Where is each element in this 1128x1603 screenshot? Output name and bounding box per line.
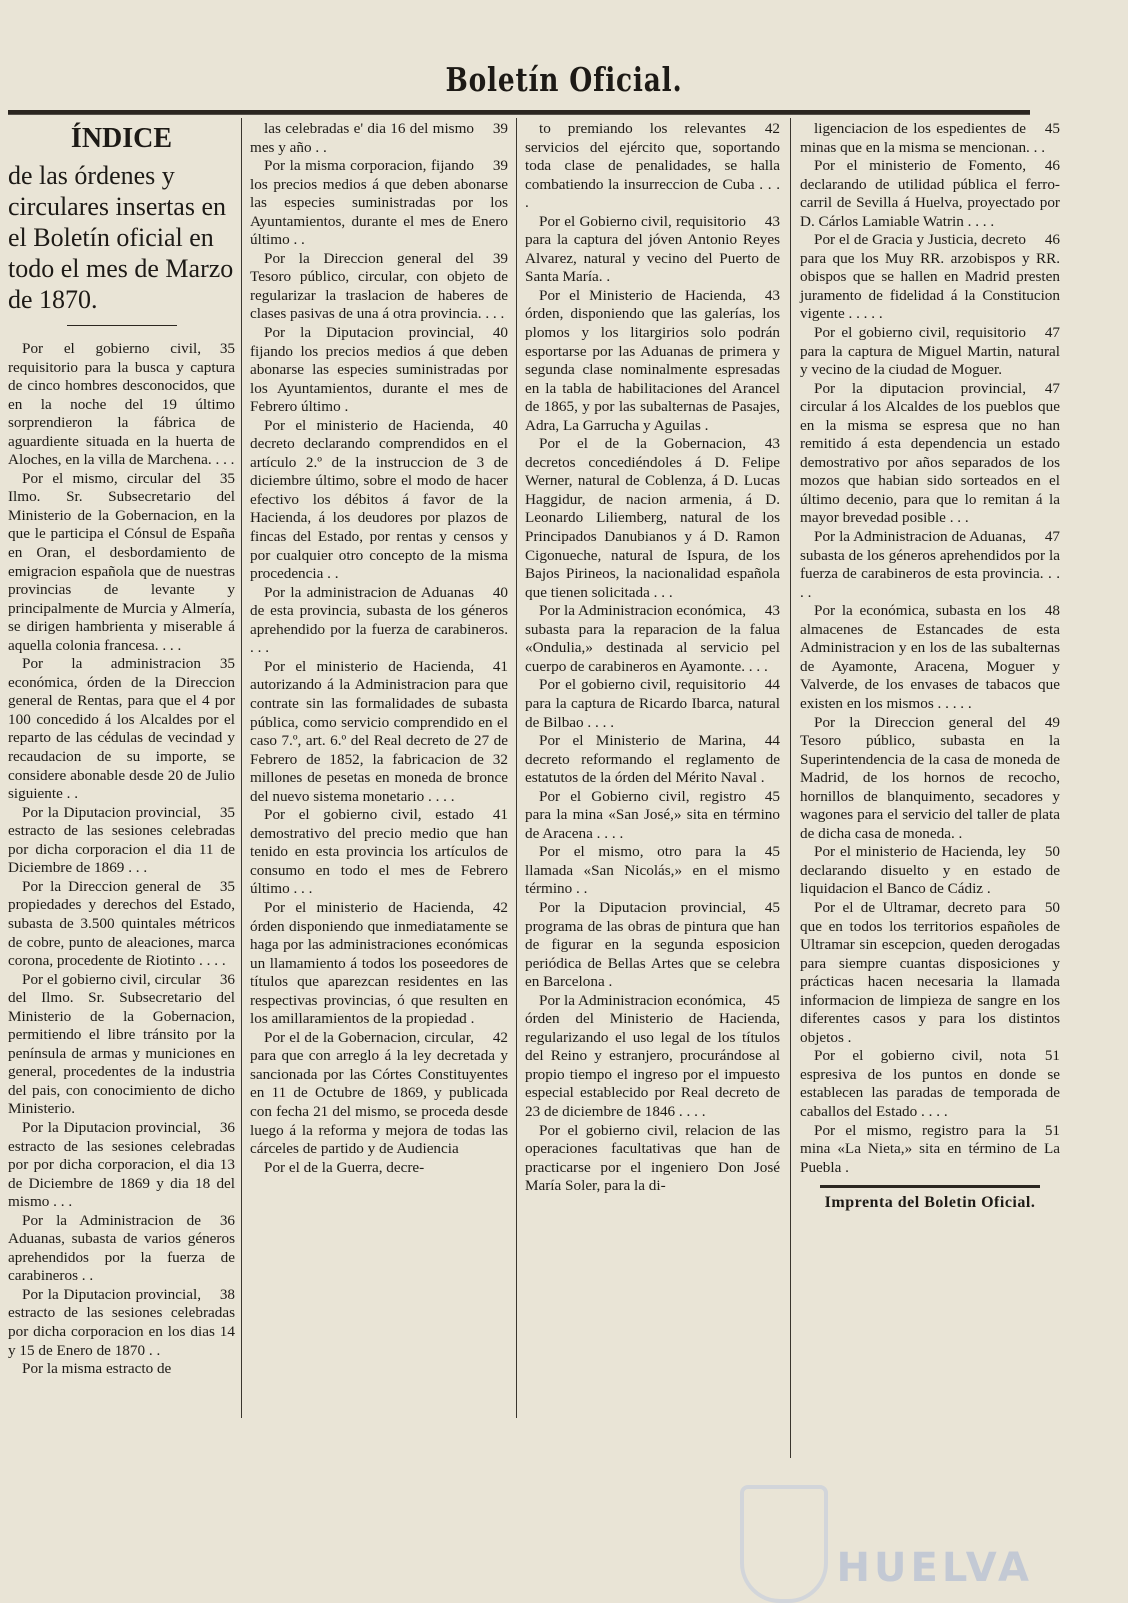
entry-text: Por el de la Guerra, decre- [264, 1158, 425, 1176]
library-watermark: HUELVA [836, 1545, 1033, 1591]
entry-text: Por la Administracion de Aduanas, subasta de los géneros aprehendidos por la fuerza de carabineros de esta provincia. . . . . [800, 528, 1060, 601]
page-number: 40 [492, 324, 508, 342]
index-entry [800, 843, 1060, 899]
index-entry [250, 250, 508, 324]
index-entry [8, 470, 235, 655]
page-number: 35 [219, 655, 235, 673]
index-entry [8, 1212, 235, 1286]
index-entry [8, 971, 235, 1119]
page-number: 38 [219, 1285, 235, 1303]
index-entry [250, 417, 508, 584]
entry-text: Por el ministerio de Hacienda, ley declarando disuelto y en estado de liquidacion el Banco de Cádiz . [800, 843, 1060, 898]
column-1 [8, 120, 235, 1379]
page-number: 42 [764, 120, 780, 137]
index-entry [525, 676, 780, 732]
index-entry [8, 804, 235, 878]
entry-text: Por el gobierno civil, estado demostrativo del precio medio que han tenido en esta provincia los artículos de consumo en todo el mes de Febrero último . . . [250, 806, 508, 898]
index-entry [800, 380, 1060, 528]
entry-text: ligenciacion de los espedientes de minas que en la misma se mencionan. . . [800, 120, 1046, 156]
page-number: 35 [219, 803, 235, 821]
entry-text: Por la Administracion económica, órden del Ministerio de Hacienda, regularizando el uso legal de los títulos del Reino y estranjero, procurándose al propio tiempo el ingreso por el impuesto especial establecido por Real decreto de 23 de diciembre de 1846 . . . . [525, 991, 780, 1120]
index-title: ÍNDICE [70, 123, 173, 154]
entry-text: Por el gobierno civil, requisitorio para la captura de Ricardo Ibarca, natural de Bilbao . . . . [525, 676, 780, 731]
index-entry [8, 878, 235, 971]
page-number: 42 [492, 1028, 508, 1046]
footer-rule [820, 1185, 1040, 1188]
entry-text: Por el gobierno civil, circular del Ilmo. Sr. Subsecretario del Ministerio de la Gobernacion, permitiendo el libre tránsito por la península de armas y municiones en general, procedentes de la industria del pais, con conocimiento de dicho Ministerio. [8, 970, 235, 1118]
column-3 [525, 120, 780, 1196]
entry-text: Por la Administracion económica, subasta para la reparacion de la falua «Ondulia,» destinada al servicio pel cuerpo de carabineros en Ayamonte. . . . [525, 602, 780, 675]
entry-text: Por la Diputacion provincial, estracto de las sesiones celebradas por dicha corporacion en los dias 14 y 15 de Enero de 1870 . . [8, 1285, 235, 1359]
entry-text: Por la Administracion de Aduanas, subasta de varios géneros aprehendidos por la fuerza de carabineros . . [8, 1211, 235, 1285]
entry-text: Por la Direccion general de propiedades y derechos del Estado, subasta de 3.500 quintales métricos de cobre, punto de aleaciones, marca corona, procedente de Riotinto . . . . [8, 877, 235, 970]
index-entry [250, 1029, 508, 1159]
index-entry [525, 602, 780, 676]
index-entry [525, 843, 780, 899]
index-entry [8, 655, 235, 803]
entry-text: Por la diputacion provincial, circular á los Alcaldes de los pueblos que en la misma se espresa que no han remitido á esta dependencia un estado demostrativo por años separados de los mozos que habian sido sorteados en el último decenio, para que lo remitan á la mayor brevedad posible . . . [800, 379, 1060, 527]
entry-text: to premiando los relevantes servicios del ejército que, soportando toda clase de penalidades, se halla combatiendo la insurreccion de Cuba . . . . [525, 120, 780, 212]
entry-text: Por la Diputacion provincial, programa de las obras de pintura que han de figurar en la segunda esposicion periódica de Bellas Artes que se celebra en Barcelona . [525, 898, 780, 991]
page-number: 51 [1044, 1047, 1060, 1065]
index-entry [525, 992, 780, 1122]
entry-text: Por el Ministerio de Hacienda, órden, disponiendo que las galerías, los plomos y los litargirios solo podrán esportarse por las Aduanas de primera y segunda clase nominalmente espresadas en la tabla de habilitaciones del Arancel de 1865, y por las subalternas de Pasajes, Adra, La Garrucha y Aguilas . [525, 286, 780, 434]
entry-text: Por la Diputacion provincial, estracto de las sesiones celebradas por por dicha corporacion, el dia 13 de Diciembre de 1869 y dia 18 del mismo . . . [8, 1118, 235, 1211]
column-4 [800, 120, 1060, 1213]
page-number: 49 [1044, 713, 1060, 731]
page-number: 40 [492, 416, 508, 434]
page-number: 45 [764, 843, 780, 861]
entry-text: Por el gobierno civil, relacion de las operaciones facultativas que han de practicarse por el ingeniero Don José María Soler, para la di- [525, 1121, 780, 1195]
page-number: 36 [219, 970, 235, 988]
entry-text: Por la económica, subasta en los almacenes de Estancades de esta Administracion y en los de las subalternas de Ayamonte, Aracena, Moguer y Valverde, de los envases de tabacos que existen en los mismos . . . . . [800, 602, 1060, 712]
index-entry [525, 213, 780, 287]
entry-text: Por el gobierno civil, nota espresiva de los puntos en donde se establecen las paradas de temporada de caballos del Estado . . . . [800, 1047, 1060, 1120]
page-number: 40 [492, 583, 508, 601]
page-number: 43 [764, 602, 780, 620]
entry-text: Por el de Gracia y Justicia, decreto para que los Muy RR. arzobispos y RR. obispos que se hallen en Madrid presten juramento de fidelidad á la Constitucion vigente . . . . . [800, 231, 1060, 323]
index-entry [525, 899, 780, 992]
index-entry [525, 287, 780, 435]
page-number: 35 [219, 469, 235, 487]
entry-text: Por el ministerio de Hacienda, decreto declarando comprendidos en el artículo 2.º de la instruccion de 3 de diciembre último, sobre el modo de hacer efectivo los débitos á favor de la Hacienda, á los deudores por plazos de fincas del Estado, por rentas y censos y por cualquier otro concepto de la misma procedencia . . [250, 416, 508, 583]
page-number: 47 [1044, 324, 1060, 342]
index-entry [8, 1119, 235, 1212]
index-entry [800, 157, 1060, 231]
page-number: 50 [1044, 843, 1060, 861]
index-entry [800, 1047, 1060, 1121]
page-number: 39 [492, 157, 508, 175]
index-subtitle: de las órdenes y circulares insertas en el Boletín oficial en todo el mes de Marzo de 1870. [8, 161, 234, 314]
column-divider [516, 118, 517, 1418]
imprint-footer: Imprenta del Boletin Oficial. [824, 1194, 1036, 1212]
page-number: 41 [492, 806, 508, 824]
index-entry [800, 120, 1060, 157]
index-entry [250, 584, 508, 658]
entry-text: Por la administracion económica, órden de la Direccion general de Rentas, para que el 4 por 100 concedido á los Alcaldes por el reparto de las cédulas de vecindad y recaudacion de su importe, se considere abonable desde 20 de Julio siguiente . . [8, 655, 235, 803]
entry-text: Por el de la Gobernacion, circular, para que con arreglo á la ley decretada y sancionada por las Córtes Constituyentes en 11 de Octubre de 1869, y publicada con fecha 21 del mismo, se proceda desde luego á la reforma y mejora de todas las cárceles de partido y de Audiencia [250, 1028, 508, 1158]
page-number: 44 [764, 676, 780, 694]
index-entry [800, 714, 1060, 844]
entry-text: Por el mismo, otro para la llamada «San Nicolás,» en el mismo término . . [525, 843, 780, 898]
entry-text: Por el mismo, circular del Ilmo. Sr. Subsecretario del Ministerio de la Gobernacion, en la que le participa el Cónsul de España en Oran, el desbordamiento de emigracion española que de nuestras provincias de levante y principalmente de Murcia y Almería, se dirigen hambrienta y miserable á aquella colonia francesa. . . . [8, 469, 235, 654]
index-entry [800, 528, 1060, 602]
index-entry [250, 157, 508, 250]
entry-text: Por la Diputacion provincial, estracto de las sesiones celebradas por dicha corporacion el dia 11 de Diciembre de 1869 . . . [8, 803, 235, 877]
page-number: 41 [492, 657, 508, 675]
index-entry [800, 899, 1060, 1047]
index-entry [250, 899, 508, 1029]
index-entry [8, 1286, 235, 1360]
page-number: 35 [219, 877, 235, 895]
entry-text: Por la Diputacion provincial, fijando los precios medios á que deben abonarse las especies suministradas por los Ayuntamientos, durante el mes de Febrero último . [250, 324, 508, 416]
page-number: 36 [219, 1211, 235, 1229]
index-entry [250, 1159, 508, 1178]
page-number: 46 [1044, 231, 1060, 249]
entry-text: Por el mismo, registro para la mina «La Nieta,» sita en término de La Puebla . [800, 1121, 1060, 1176]
page-number: 39 [492, 120, 508, 137]
entry-text: Por el Gobierno civil, requisitorio para la captura del jóven Antonio Reyes Alvarez, natural y vecino del Puerto de Santa María. . [525, 212, 780, 286]
entry-text: Por la Direccion general del Tesoro público, circular, con objeto de regularizar la traslacion de haberes de clases pasivas de una á otra provincia. . . . [250, 249, 508, 323]
index-rule [67, 325, 177, 326]
page-number: 45 [764, 991, 780, 1009]
index-entry [8, 1360, 235, 1379]
entry-text: las celebradas e' dia 16 del mismo mes y año . . [250, 120, 474, 156]
page-number: 48 [1044, 602, 1060, 620]
index-entry [250, 658, 508, 806]
page-number: 45 [764, 787, 780, 805]
entry-text: Por la misma corporacion, fijando los precios medios á que deben abonarse las especies suministradas por los Ayuntamientos, durante el mes de Enero último . . [250, 157, 508, 249]
entry-text: Por el Ministerio de Marina, decreto reformando el reglamento de estatutos de la órden del Mérito Naval . [525, 732, 780, 787]
library-seal-icon [740, 1485, 828, 1603]
entry-text: Por el ministerio de Hacienda, órden disponiendo que inmediatamente se haga por las administraciones económicas un llamamiento á todos los poseedores de títulos que aparezcan residentes en las respectivas provincias, ó que resulten en los amillaramientos de la propiedad . [250, 898, 508, 1028]
page-number: 50 [1044, 898, 1060, 916]
index-entry [525, 1122, 780, 1196]
index-entry [525, 435, 780, 602]
index-entry [250, 324, 508, 417]
column-divider [241, 118, 242, 1418]
page-number: 45 [764, 898, 780, 916]
page-number: 45 [1044, 120, 1060, 137]
index-entry [8, 340, 235, 470]
index-entry [800, 1122, 1060, 1178]
index-entry [525, 120, 780, 213]
index-entry [800, 602, 1060, 713]
page-number: 47 [1044, 528, 1060, 546]
entry-text: Por el de la Gobernacion, decretos concediéndoles á D. Felipe Werner, natural de Coblenza, á D. Lucas Haggidur, de nacion armenia, á D. Leonardo Liliemberg, natural de los Principados Danubianos y á D. Ramon Cigonueche, natural de Ispura, de los Bajos Pirineos, la nacionalidad española que tienen solicitada . . . [525, 435, 780, 601]
entry-text: Por el ministerio de Fomento, declarando de utilidad pública el ferro-carril de Sevilla á Huelva, proyectado por D. Cárlos Lamiable Watrin . . . . [800, 157, 1060, 230]
entry-text: Por el gobierno civil, requisitorio para la captura de Miguel Martin, natural y vecino de la ciudad de Moguer. [800, 324, 1060, 379]
entry-text: Por el ministerio de Hacienda, autorizando á la Administracion para que contrate sin las formalidades de subasta pública, como servicio comprendido en el caso 7.º, art. 6.º del Real decreto de 27 de Febrero de 1852, la fabricacion de 32 millones de pesetas en moneda de bronce del nuevo sistema monetario . . . . [250, 657, 508, 805]
index-entry [800, 324, 1060, 380]
page-number: 42 [492, 898, 508, 916]
column-2 [250, 120, 508, 1177]
index-entry [250, 120, 508, 157]
entry-text: Por el de Ultramar, decreto para que en todos los territorios españoles de Ultramar sin escepcion, queden derogadas para siempre cuantas disposiciones y prácticas hacen necesaria la llamada informacion de limpieza de sangre en los diferentes casos y para los distintos objetos . [800, 898, 1060, 1046]
page-number: 44 [764, 732, 780, 750]
entry-text: Por el Gobierno civil, registro para la mina «San José,» sita en término de Aracena . . . . [525, 787, 780, 842]
entry-text: Por el gobierno civil, requisitorio para la busca y captura de cinco hombres desconocidos, que en la noche del 19 último sorprendieron la fábrica de aguardiente situada en la huerta de Aloches, en la villa de Marchena. . . . [8, 340, 235, 469]
page-number: 43 [764, 435, 780, 453]
page-number: 43 [764, 286, 780, 304]
page-number: 43 [764, 212, 780, 230]
masthead-title: Boletín Oficial. [445, 60, 683, 99]
entry-text: Por la Direccion general del Tesoro público, subasta en la Superintendencia de la casa de moneda de Madrid, de los hornos de recocho, hornillos de blanquimento, secadores y wagones para el servicio del taller de plata de dicha casa de moneda. . [800, 713, 1060, 842]
page-number: 35 [219, 340, 235, 357]
page-number: 39 [492, 249, 508, 267]
page-number: 36 [219, 1118, 235, 1136]
page-number: 47 [1044, 379, 1060, 397]
entry-text: Por la administracion de Aduanas de esta provincia, subasta de los géneros aprehendido por la fuerza de carabineros. . . . [250, 583, 508, 657]
page-number: 46 [1044, 157, 1060, 175]
index-entry [525, 788, 780, 844]
index-entry [525, 732, 780, 788]
entry-text: Por la misma estracto de [22, 1360, 172, 1378]
index-entry [250, 806, 508, 899]
column-divider [790, 118, 791, 1458]
masthead-rule [8, 110, 1030, 115]
index-entry [800, 231, 1060, 324]
page-number: 51 [1044, 1121, 1060, 1139]
